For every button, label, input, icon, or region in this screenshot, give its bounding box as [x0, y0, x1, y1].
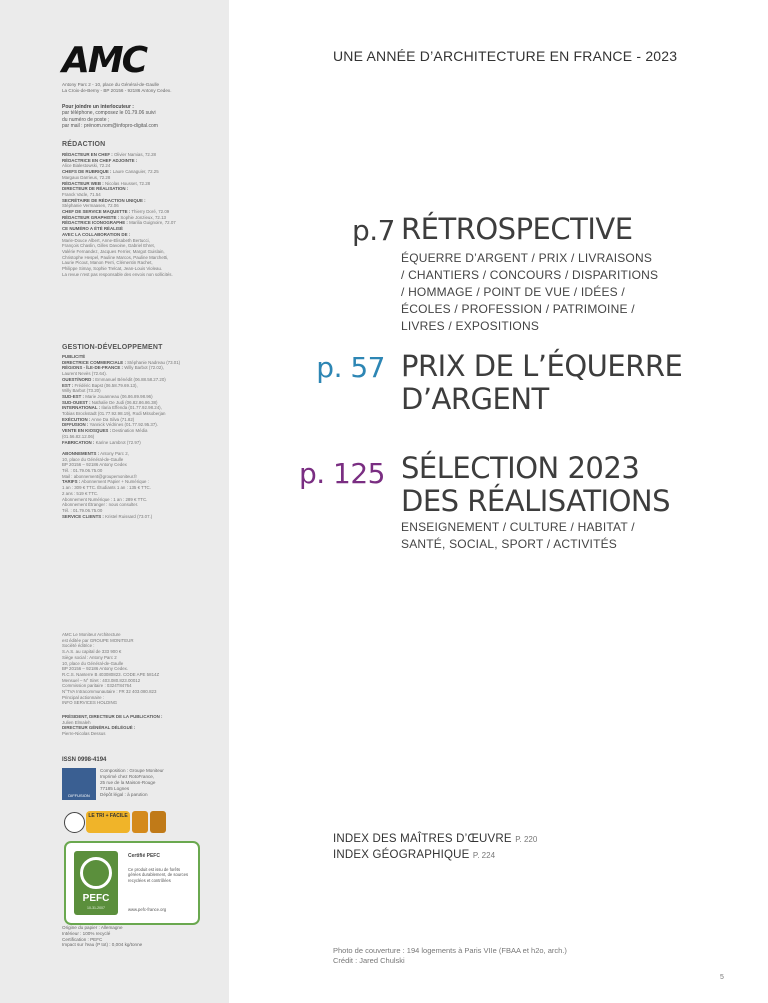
paper-origin-info [62, 925, 222, 948]
masthead-label: CHEFS DE RUBRIQUE : [62, 169, 112, 175]
masthead-value: Pierre-Nicolas Dessus [62, 731, 106, 737]
info-line: Dépôt légal : à parution [100, 792, 148, 797]
info-line: Mensuel – N° Siret : 403.080.823.00012 [62, 677, 141, 683]
table-of-contents [229, 0, 768, 1003]
masthead-value: 2 ans : 519 € TTC. [62, 490, 99, 496]
masthead-label: DIRECTRICE COMMERCIALE : [62, 359, 126, 365]
info-line: 10, place du Général-de-Gaulle [62, 660, 124, 666]
masthead-value: Philippe Simay, Sophie Trelcat, Jean-Louis Violeau. [62, 266, 163, 272]
amc-logo: AMC [62, 40, 147, 81]
masthead-value: Abonnement Numérique : 1 an : 289 € TTC. [62, 496, 148, 502]
info-line: INFO SERVICES HOLDING [62, 700, 118, 706]
redaction-staff-list [62, 152, 224, 277]
masthead-value: Abonnement Papier + Numérique : [81, 479, 149, 485]
masthead-value: Ilaria Effenda (01.77.92.98.24), [101, 405, 162, 411]
contact-info: Pour joindre un interlocuteur : par téléphone, composez le 01.79.06 suivi du numéro de poste ; par mail : prénom.nom@infopro-digital.com [62, 104, 158, 130]
page-header: UNE ANNÉE D’ARCHITECTURE EN FRANCE - 2023 [333, 48, 678, 64]
info-line: Impact sur l'eau (P tot) : 0,004 kg/tonne [62, 942, 143, 948]
section-title: RÉTROSPECTIVE [401, 212, 633, 246]
masthead-label: DIRECTEUR DE RÉALISATION : [62, 186, 129, 192]
masthead-value: Destination Média [112, 428, 148, 434]
diffusion-logo: DIFFUSION [62, 768, 96, 800]
info-line: Imprimé chez RotoFrance, [100, 774, 155, 779]
redaction-heading: RÉDACTION [62, 141, 106, 148]
masthead-label: RÉGIONS - ÎLE-DE-FRANCE : [62, 365, 123, 371]
masthead-label: CHEF DE SERVICE MAQUETTE : [62, 209, 131, 215]
cover-credit: Photo de couverture : 194 logements à Paris VIIe (FBAA et h2o, arch.) Crédit : Jared Chulski [333, 946, 567, 965]
masthead-value: Tél. : 01.79.06.75.00 [62, 468, 103, 474]
page-number: 5 [720, 974, 724, 981]
masthead-value: La revue n'est pas responsable des envois non sollicités. [62, 271, 173, 277]
masthead-label: INTERNATIONAL : [62, 405, 101, 411]
section-title: PRIX DE L’ÉQUERRE D’ARGENT [401, 349, 683, 416]
issn: ISSN 0998-4194 [62, 757, 107, 763]
masthead-value: Antony Parc 2, [100, 450, 129, 456]
index-entry: INDEX DES MAÎTRES D’ŒUVRE P. 220 [333, 833, 538, 845]
section-title: SÉLECTION 2023 DES RÉALISATIONS [401, 451, 671, 518]
masthead-label: CE NUMÉRO A ÉTÉ RÉALISÉ [62, 226, 123, 232]
masthead-label: DIFFUSION : [62, 422, 89, 428]
masthead-value: Laure Canaguier, 72.25 [112, 169, 159, 175]
masthead-value: Nathalie De Judi (06.82.86.86.38) [91, 399, 158, 405]
info-line: Intérieur : 100% recyclé [62, 930, 111, 936]
masthead-value: Anne Da Silva (71.82) [91, 416, 135, 422]
masthead-value: 1 an : 309 € TTC. Étudiants 1 an : 135 € TTC. [62, 485, 151, 491]
tree-icon [80, 857, 112, 889]
masthead-label: EXÉCUTION : [62, 416, 91, 422]
masthead-value: Karine Lambrot (72.97) [95, 439, 141, 445]
masthead-value: Julien Elmaleh [62, 719, 91, 725]
masthead-value: Margaux Darrieus, 72.28 [62, 174, 111, 180]
masthead-label: OUEST/NORD : [62, 376, 94, 382]
masthead-value: Kristel Ruissard (73.07.) [105, 513, 153, 519]
pefc-url: www.pefc-france.org [128, 907, 167, 912]
recycle-icon [64, 812, 85, 833]
info-line: 77185 Lognes [100, 786, 130, 791]
sorting-bin-icon [132, 811, 148, 833]
masthead-sidebar [0, 0, 229, 1003]
masthead-value: Christophe Hespel, Pauline Marcos, Pauline Marchetti, [62, 254, 169, 260]
masthead-row [62, 731, 224, 737]
masthead-value: Frédéric Bapst (06.58.79.69.13), [74, 382, 138, 388]
masthead-value: Abonnement Étranger : nous consulter. [62, 502, 139, 508]
masthead-value: Nicolas Housset, 72.28 [104, 180, 151, 186]
masthead-label: VENTE EN KIOSQUES : [62, 428, 112, 434]
pefc-certification-box [64, 841, 200, 925]
masthead-label: EST : [62, 382, 74, 388]
info-line: Composition : Groupe Moniteur [100, 768, 164, 773]
masthead-value: Yannick Védrines (01.77.92.95.37). [89, 422, 158, 428]
info-line: 25 rue de la Maison-Rouge [100, 780, 156, 785]
masthead-value: BP 20156 – 92186 Antony Cedex [62, 462, 127, 468]
masthead-value: Laurent Nevès (72.64). [62, 371, 107, 377]
section-page-number: p. 125 [298, 457, 385, 490]
masthead-label: SECRÉTAIRE DE RÉDACTION UNIQUE : [62, 197, 146, 203]
info-line: Principal actionnaire : [62, 694, 104, 700]
info-line: Origine du papier : Allemagne [62, 925, 123, 930]
info-line: Société éditrice : [62, 643, 95, 649]
publisher-info [62, 632, 224, 706]
info-line: Siège social : Antony Parc 2 [62, 654, 117, 660]
masthead-value: Mail : abonnement@groupemoniteur.fr [62, 473, 137, 479]
tri-facile-badge: LE TRI + FACILE [86, 811, 130, 833]
masthead-label: DIRECTEUR GÉNÉRAL DÉLÉGUÉ : [62, 725, 136, 731]
masthead-label: PRÉSIDENT, DIRECTEUR DE LA PUBLICATION : [62, 714, 163, 719]
masthead-label: AVEC LA COLLABORATION DE : [62, 231, 131, 237]
section-page-number: p.7 [352, 214, 395, 247]
pefc-text: Ce produit est issu de forêts gérées durablement, de sources recyclées et contrôlées [128, 867, 189, 883]
masthead-value: Olivier Namias, 72.28 [113, 152, 156, 157]
section-description: ENSEIGNEMENT / CULTURE / HABITAT / SANTÉ, SOCIAL, SPORT / ACTIVITÉS [401, 520, 635, 551]
masthead-value: Valérie Fernandez, Jacques Ferrier, Margot Guislain, [62, 248, 165, 254]
masthead-label: SUD-EST : [62, 393, 84, 399]
pefc-title: Certifié PEFC [128, 853, 160, 859]
masthead-value: François Chaslin, Gilles Davoine, Gabriel Ehret, [62, 243, 155, 249]
masthead-label: RÉDACTRICE ICONOGRAPHE : [62, 220, 128, 226]
masthead-label: RÉDACTEUR WEB : [62, 180, 104, 186]
info-line: est éditée par GROUPE MONITEUR [62, 637, 134, 643]
masthead-label: SUD-OUEST : [62, 399, 91, 405]
masthead-value: 10, place du Général-de-Gaulle [62, 456, 124, 462]
masthead-value: Tél. : 01.79.06.75.00 [62, 507, 103, 513]
masthead-value: Marie-Douce Albert, Anne-Elisabeth Bertucci, [62, 237, 150, 243]
masthead-label: ABONNEMENTS : [62, 450, 100, 456]
masthead-value: Thierry Doré, 72.09 [131, 209, 170, 215]
composition-info [100, 768, 220, 798]
section-page-number: p. 57 [316, 351, 385, 384]
masthead-row [62, 272, 224, 278]
recycling-logos [62, 809, 167, 835]
masthead-value: Tobias Brockstadt (01.77.92.98.19), Rodi Mitsoberjan [62, 411, 166, 417]
masthead-row [62, 514, 224, 520]
section-description: ÉQUERRE D’ARGENT / PRIX / LIVRAISONS / CHANTIERS / CONCOURS / DISPARITIONS / HOMMAGE / POINT DE VUE / IDÉES / ÉCOLES / PROFESSION / PATRIMOINE / LIVRES / EXPOSITIONS [401, 251, 659, 333]
masthead-label: SERVICE CLIENTS : [62, 513, 104, 519]
masthead-label: RÉDACTRICE EN CHEF ADJOINTE : [62, 157, 138, 163]
info-line: Certification : PEFC [62, 936, 103, 942]
masthead-value: Stéphanie Vermaasen, 72.06 [62, 203, 119, 209]
gestion-heading: GESTION-DÉVELOPPEMENT [62, 344, 163, 351]
masthead-label: RÉDACTEUR GRAPHISTE : [62, 214, 120, 220]
masthead-label: TARIFS : [62, 479, 81, 485]
masthead-value: Willy Barbot (73.20) [62, 388, 101, 394]
masthead-value: Emmanuel Bénédit (06.88.58.27.20) [95, 376, 166, 382]
info-line: S.A.S. au capital de 333 900 € [62, 649, 122, 655]
masthead-label: PUBLICITÉ [62, 354, 86, 359]
masthead-value: Franck Vacle, 71.54 [62, 191, 101, 197]
masthead-value: Laurie Picout, Manon Perri, Clémentin Rachet, [62, 260, 153, 266]
info-line: AMC Le Moniteur Architecture [62, 632, 121, 637]
masthead-label: RÉDACTEUR EN CHEF : [62, 152, 113, 157]
masthead-value: Marilia Guignoire, 72.07 [129, 220, 176, 226]
masthead-value: Willy Barbot (72.02), [124, 365, 164, 371]
masthead-value: Alice Bialestowski, 72.24 [62, 163, 111, 169]
pefc-logo: PEFC 10-31-2007 [74, 851, 118, 915]
masthead-value: Sophie Jonzieux, 72.13 [120, 214, 166, 220]
masthead-value: Marie Jouanneau (06.86.89.98.96) [85, 393, 153, 399]
direction-info [62, 714, 224, 737]
masthead-value: (01.56.82.12.06) [62, 433, 95, 439]
info-line: N°TVA Intracommunautaire : FR 32 403.080.823 [62, 689, 157, 695]
info-line: R.C.S. Nanterre B 403080823. CODE APE 5814Z [62, 671, 160, 677]
masthead-value: Stéphanie Nadreau (73.01) [127, 359, 181, 365]
gestion-staff-list [62, 354, 224, 519]
magazine-icon [150, 811, 166, 833]
publisher-address: Antony Parc 2 - 10, place du Général-de-Gaulle La Croix-de-Berny - BP 20156 - 92186 Antony Cedex. [62, 82, 172, 93]
info-line: Commission paritaire : 0324T84764 [62, 683, 132, 689]
masthead-label: FABRICATION : [62, 439, 95, 445]
index-entry: INDEX GÉOGRAPHIQUE P. 224 [333, 849, 496, 861]
info-line: BP 20156 – 92186 Antony Cedex. [62, 666, 129, 672]
